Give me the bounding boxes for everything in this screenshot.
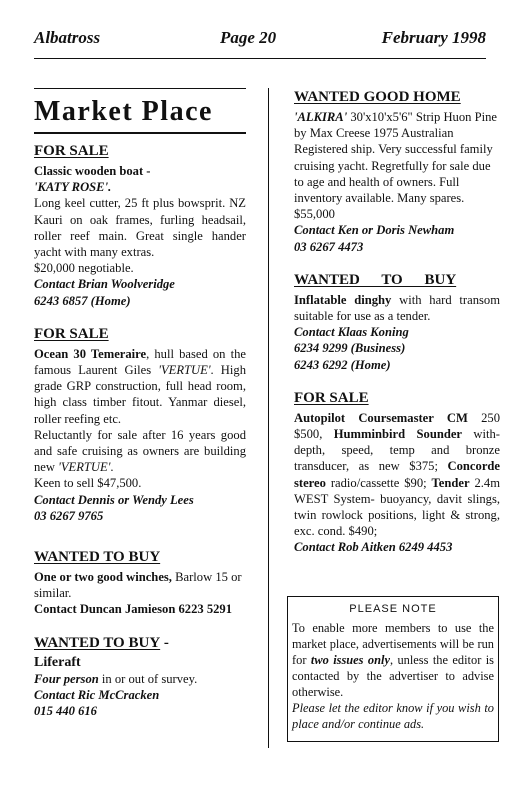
item-name: Four person [34, 671, 99, 686]
ad-body [294, 410, 500, 540]
ad-phone: 6234 9299 (Business) [294, 341, 406, 356]
ad-contact: Contact Duncan Jamieson 6223 5291 [34, 602, 233, 617]
ad-contact: Contact Dennis or Wendy Lees [34, 492, 194, 507]
ad-heading: WANTED GOOD HOME [294, 89, 461, 105]
left-column [34, 88, 246, 735]
ad-text: Reluctantly for sale after 16 years good and safe cruising as owners are building new [34, 427, 246, 475]
item-name: Inflatable dinghy [294, 292, 392, 307]
ad-heading: FOR SALE [34, 325, 109, 342]
ad-heading-row [34, 634, 246, 655]
ad-heading: WANTED TO BUY [34, 634, 161, 651]
note-text [292, 620, 494, 700]
please-note-box [287, 596, 499, 742]
ad-text: with hard transom suitable for use as a tender. [294, 292, 500, 324]
item-name: Tender [431, 475, 470, 490]
ad-body [34, 346, 246, 427]
ad-subheading: Liferaft [34, 654, 81, 670]
ad-text: with-depth, speed, temp and bronze transducer, as new $375; [294, 427, 500, 474]
ad-heading: WANTED TO BUY [294, 271, 457, 288]
title-top-rule [34, 88, 246, 89]
ad-body [294, 109, 500, 222]
ad-contact: Contact Ric McCracken [34, 688, 160, 703]
ad-phone: 03 6267 9765 [34, 508, 104, 523]
ad-contact: Contact Rob Aitken 6249 4453 [294, 540, 453, 555]
note-body: , unless the editor is contacted by the advertiser to advise otherwise. [292, 653, 494, 699]
ad-body: Long keel cutter, 25 ft plus bowsprit. NZ Kauri on oak frames, furling headsail, roller reef main. Great single hander yacht with many extras. [34, 196, 246, 260]
heading-suffix: - [160, 634, 169, 651]
ad-winches [34, 548, 246, 618]
ad-text: . [110, 460, 114, 475]
ad-heading: WANTED TO BUY [34, 549, 161, 566]
design-name: 'VERTUE' [58, 460, 111, 475]
boat-name: 'ALKIRA' [294, 110, 348, 124]
ad-text: , hull based on the famous Laurent Giles [34, 346, 246, 378]
ad-phone: 6243 6292 (Home) [294, 357, 391, 372]
item-name: Autopilot Coursemaster CM [294, 410, 468, 425]
item-name: Humminbird Sounder [333, 427, 463, 442]
note-request: Please let the editor know if you wish to place and/or continue ads. [292, 701, 494, 731]
ad-text: . High grade GRP construction, full head room, high class timber fitout. Yanmar diesel, roller reefing etc. [34, 363, 246, 426]
note-emphasis: two issues only [310, 653, 390, 667]
ad-phone: 015 440 616 [34, 704, 97, 719]
boat-name: Ocean 30 Temeraire [34, 346, 147, 361]
ad-text: 30'x10'x5'6" Strip Huon Pine by Max Creese 1975 Australian Registered ship. Very successful family cruising yacht. Regretfully for sale due to age and health of owners. Full inventory available. Many spares. $55,000 [294, 110, 497, 222]
ad-heading: FOR SALE [294, 389, 369, 406]
ad-heading: FOR SALE [34, 143, 109, 159]
ad-phone: 6243 6857 (Home) [34, 293, 131, 308]
publication-name: Albatross [34, 28, 101, 47]
note-title: PLEASE NOTE [349, 603, 437, 615]
ad-price: Keen to sell $47,500. [34, 476, 142, 491]
ad-alkira [294, 88, 500, 255]
item-name: Concorde stereo [294, 459, 500, 490]
ad-katy-rose [34, 142, 246, 309]
ad-contact: Contact Klaas Koning [294, 325, 409, 340]
boat-name: 'KATY ROSE'. [34, 180, 112, 195]
ad-phone: 03 6267 4473 [294, 239, 364, 254]
section-title: Market Place [34, 96, 213, 127]
ad-text: 250 $500, [294, 410, 500, 442]
issue-date: February 1998 [381, 28, 486, 47]
ad-price: $20,000 negotiable. [34, 261, 134, 276]
ad-contact: Contact Ken or Doris Newham [294, 223, 455, 238]
ad-body [294, 292, 500, 324]
ad-body [34, 427, 246, 476]
ad-body [34, 671, 246, 687]
right-column [294, 88, 500, 572]
header-rule [34, 58, 486, 59]
ad-liferaft [34, 634, 246, 720]
ad-text: 2.4m WEST System- buoyancy, davit slings, twin rowlock positions, light & strong, exc. cond. $490; [294, 475, 501, 539]
ad-text: radio/cassette $90; [325, 475, 432, 490]
ad-text: Barlow 15 or similar. [34, 570, 242, 601]
column-divider [268, 88, 269, 748]
page-number: Page 20 [220, 28, 277, 47]
ad-dinghy [294, 271, 500, 373]
page-header [34, 28, 486, 54]
design-name: 'VERTUE' [158, 363, 211, 378]
ad-equipment [294, 389, 500, 556]
ad-body [34, 569, 246, 601]
item-name: One or two good winches, [34, 570, 172, 585]
ad-contact: Contact Brian Woolveridge [34, 277, 175, 292]
title-bottom-rule [34, 132, 246, 134]
note-body: To enable more members to use the market place, advertisements will be run for [292, 621, 494, 667]
ad-temeraire [34, 325, 246, 524]
ad-line: Classic wooden boat - [34, 164, 151, 178]
ad-text: in or out of survey. [98, 671, 198, 686]
